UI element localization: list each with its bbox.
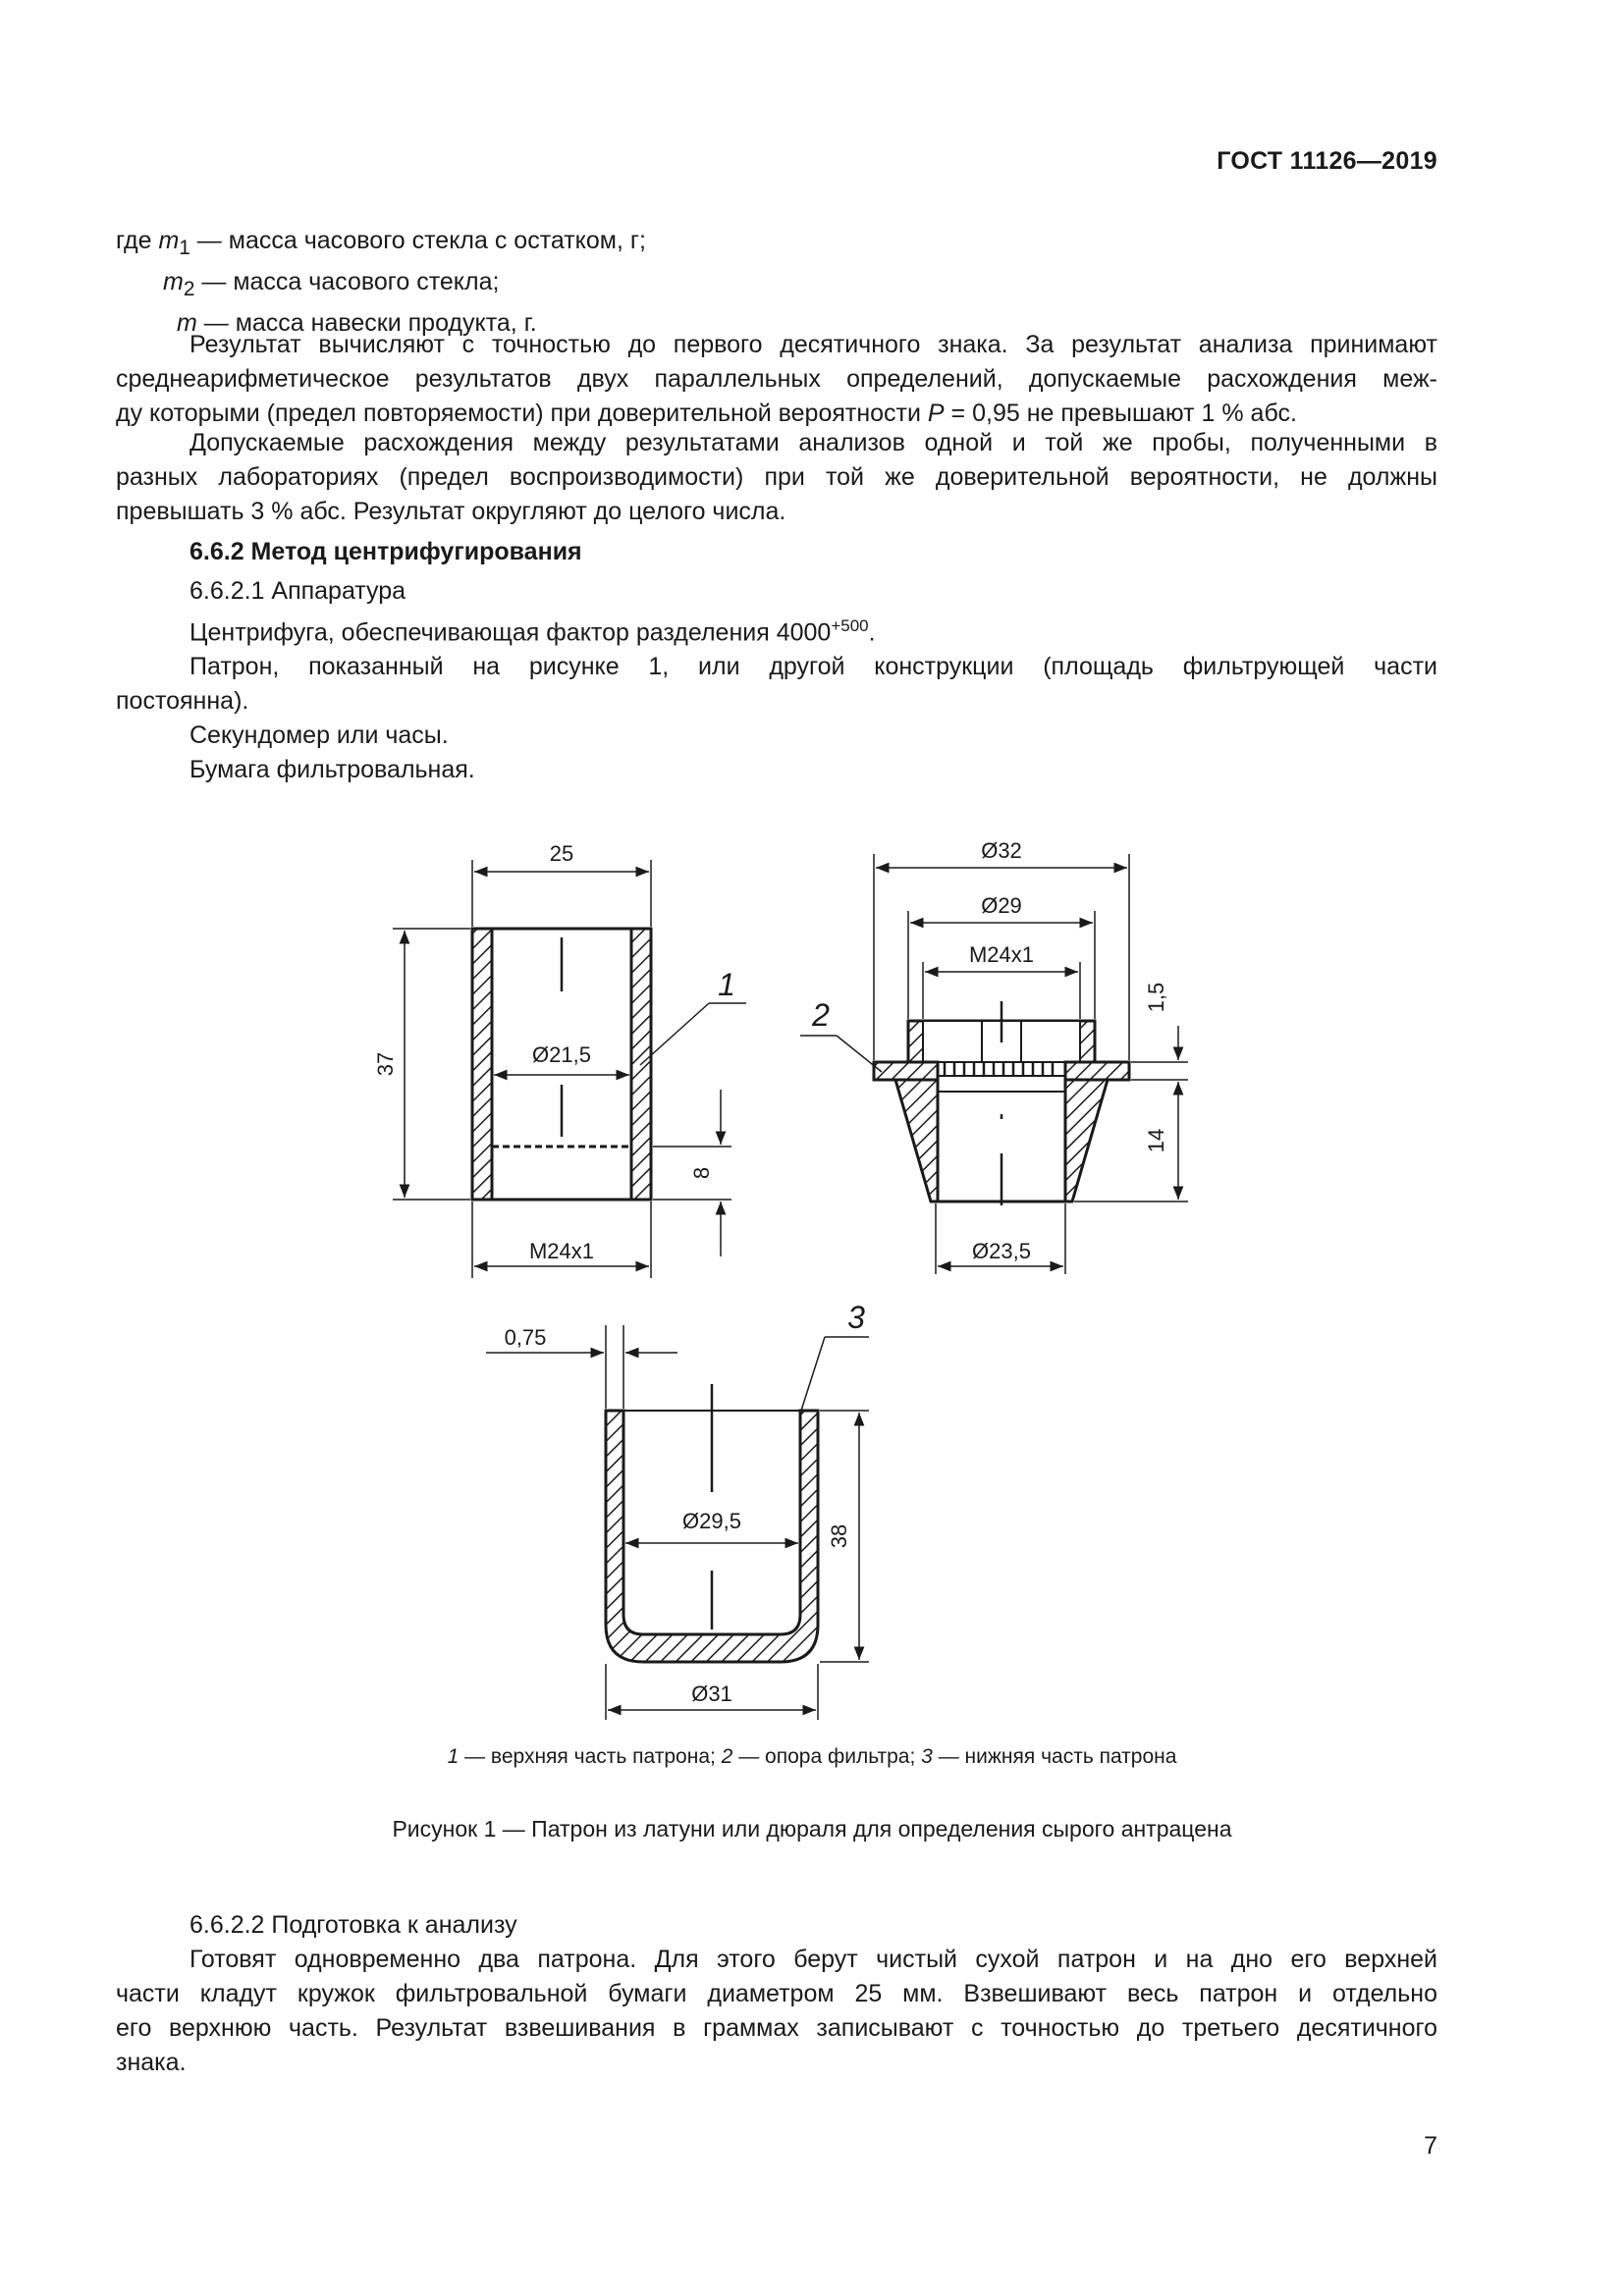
repro-line-1: Допускаемые расхождения между результатами анализов одной и той же пробы, полученными в [189,429,1437,456]
part-1-upper-cartridge [393,860,746,1278]
cartridge-line-1: Патрон, показанный на рисунке 1, или другой конструкции (площадь фильтрующей части [189,653,1437,681]
standard-header: ГОСТ 11126—2019 [1217,147,1437,175]
part3-outer-diameter-label: Ø31 [691,1682,732,1706]
preparation-heading: 6.6.2.2 Подготовка к анализу [189,1911,517,1939]
part3-height-label: 38 [827,1523,851,1549]
apparatus-heading: 6.6.2.1 Аппаратура [189,577,406,605]
figure-legend: 1 — верхняя часть патрона; 2 — опора фильтра; 3 — нижняя часть патрона [447,1745,1177,1768]
part2-mid-diameter-label: Ø29 [981,893,1022,918]
part1-inner-diameter-label: Ø21,5 [532,1042,591,1067]
part2-outer-diameter-label: Ø32 [981,838,1022,863]
preparation-block [116,1908,1437,2080]
part1-offset-label: 8 [689,1166,714,1180]
part3-inner-diameter-label: Ø29,5 [682,1509,741,1533]
preparation-line-3: его верхнюю часть. Результат взвешивания в граммах записывают с точностью до третьего десятичного [116,2014,1437,2042]
part1-height-label: 37 [373,1051,398,1077]
result-line-1: Результат вычисляют с точностью до первого десятичного знака. За результат анализа принимают [189,331,1437,358]
section-heading: 6.6.2 Метод центрифугирования [189,538,582,565]
callout-1: 1 [718,967,735,1002]
preparation-line-1: Готовят одновременно два патрона. Для этого берут чистый сухой патрон и на дно его верхней [189,1946,1437,1973]
repro-line-3: превышать 3 % абс. Результат округляют до целого числа. [116,498,786,525]
part2-flange-label: 1,5 [1144,982,1168,1013]
callout-3: 3 [847,1300,865,1335]
part3-wall-label: 0,75 [504,1325,547,1350]
part2-thread-label: M24x1 [968,942,1035,967]
part1-width-label: 25 [549,841,574,866]
callout-2: 2 [812,997,830,1033]
filter-paper-line: Бумага фильтровальная. [189,756,475,784]
where-line-m2: $m_2$ — масса часового стекла; [163,268,500,300]
part2-bottom-diameter-label: Ø23,5 [972,1239,1031,1263]
where-line-m: m — масса навески продукта, г. [177,309,537,337]
stopwatch-line: Секундомер или часы. [189,721,449,750]
part-3-lower-cartridge [486,1325,869,1720]
page-number: 7 [1424,2132,1437,2160]
part1-thread-label: M24x1 [528,1239,595,1263]
result-line-2: среднеарифметическое результатов двух параллельных определений, допускаемые расхождения меж- [116,365,1437,393]
where-line-m1: где $m_1$ — масса часового стекла с остатком, г; [116,227,646,259]
preparation-line-2: части кладут кружок фильтровальной бумаги диаметром 25 мм. Взвешивают весь патрон и отдельно [116,1980,1437,2007]
figure-caption: Рисунок 1 — Патрон из латуни или дюраля для определения сырого антрацена [392,1816,1232,1842]
repro-line-2: разных лабораториях (предел воспроизводимости) при той же доверительной вероятности, не должны [116,463,1437,491]
part2-height-label: 14 [1144,1128,1168,1153]
preparation-line-4: знака. [116,2049,187,2076]
cartridge-line-2: постоянна). [116,687,249,716]
result-line-3: ду которыми (предел повторяемости) при доверительной вероятности P = 0,95 не превышают 1 % абс. [116,400,1297,427]
centrifuge-line: Центрифуга, обеспечивающая фактор разделения $4000^{+500}$. [189,616,876,647]
